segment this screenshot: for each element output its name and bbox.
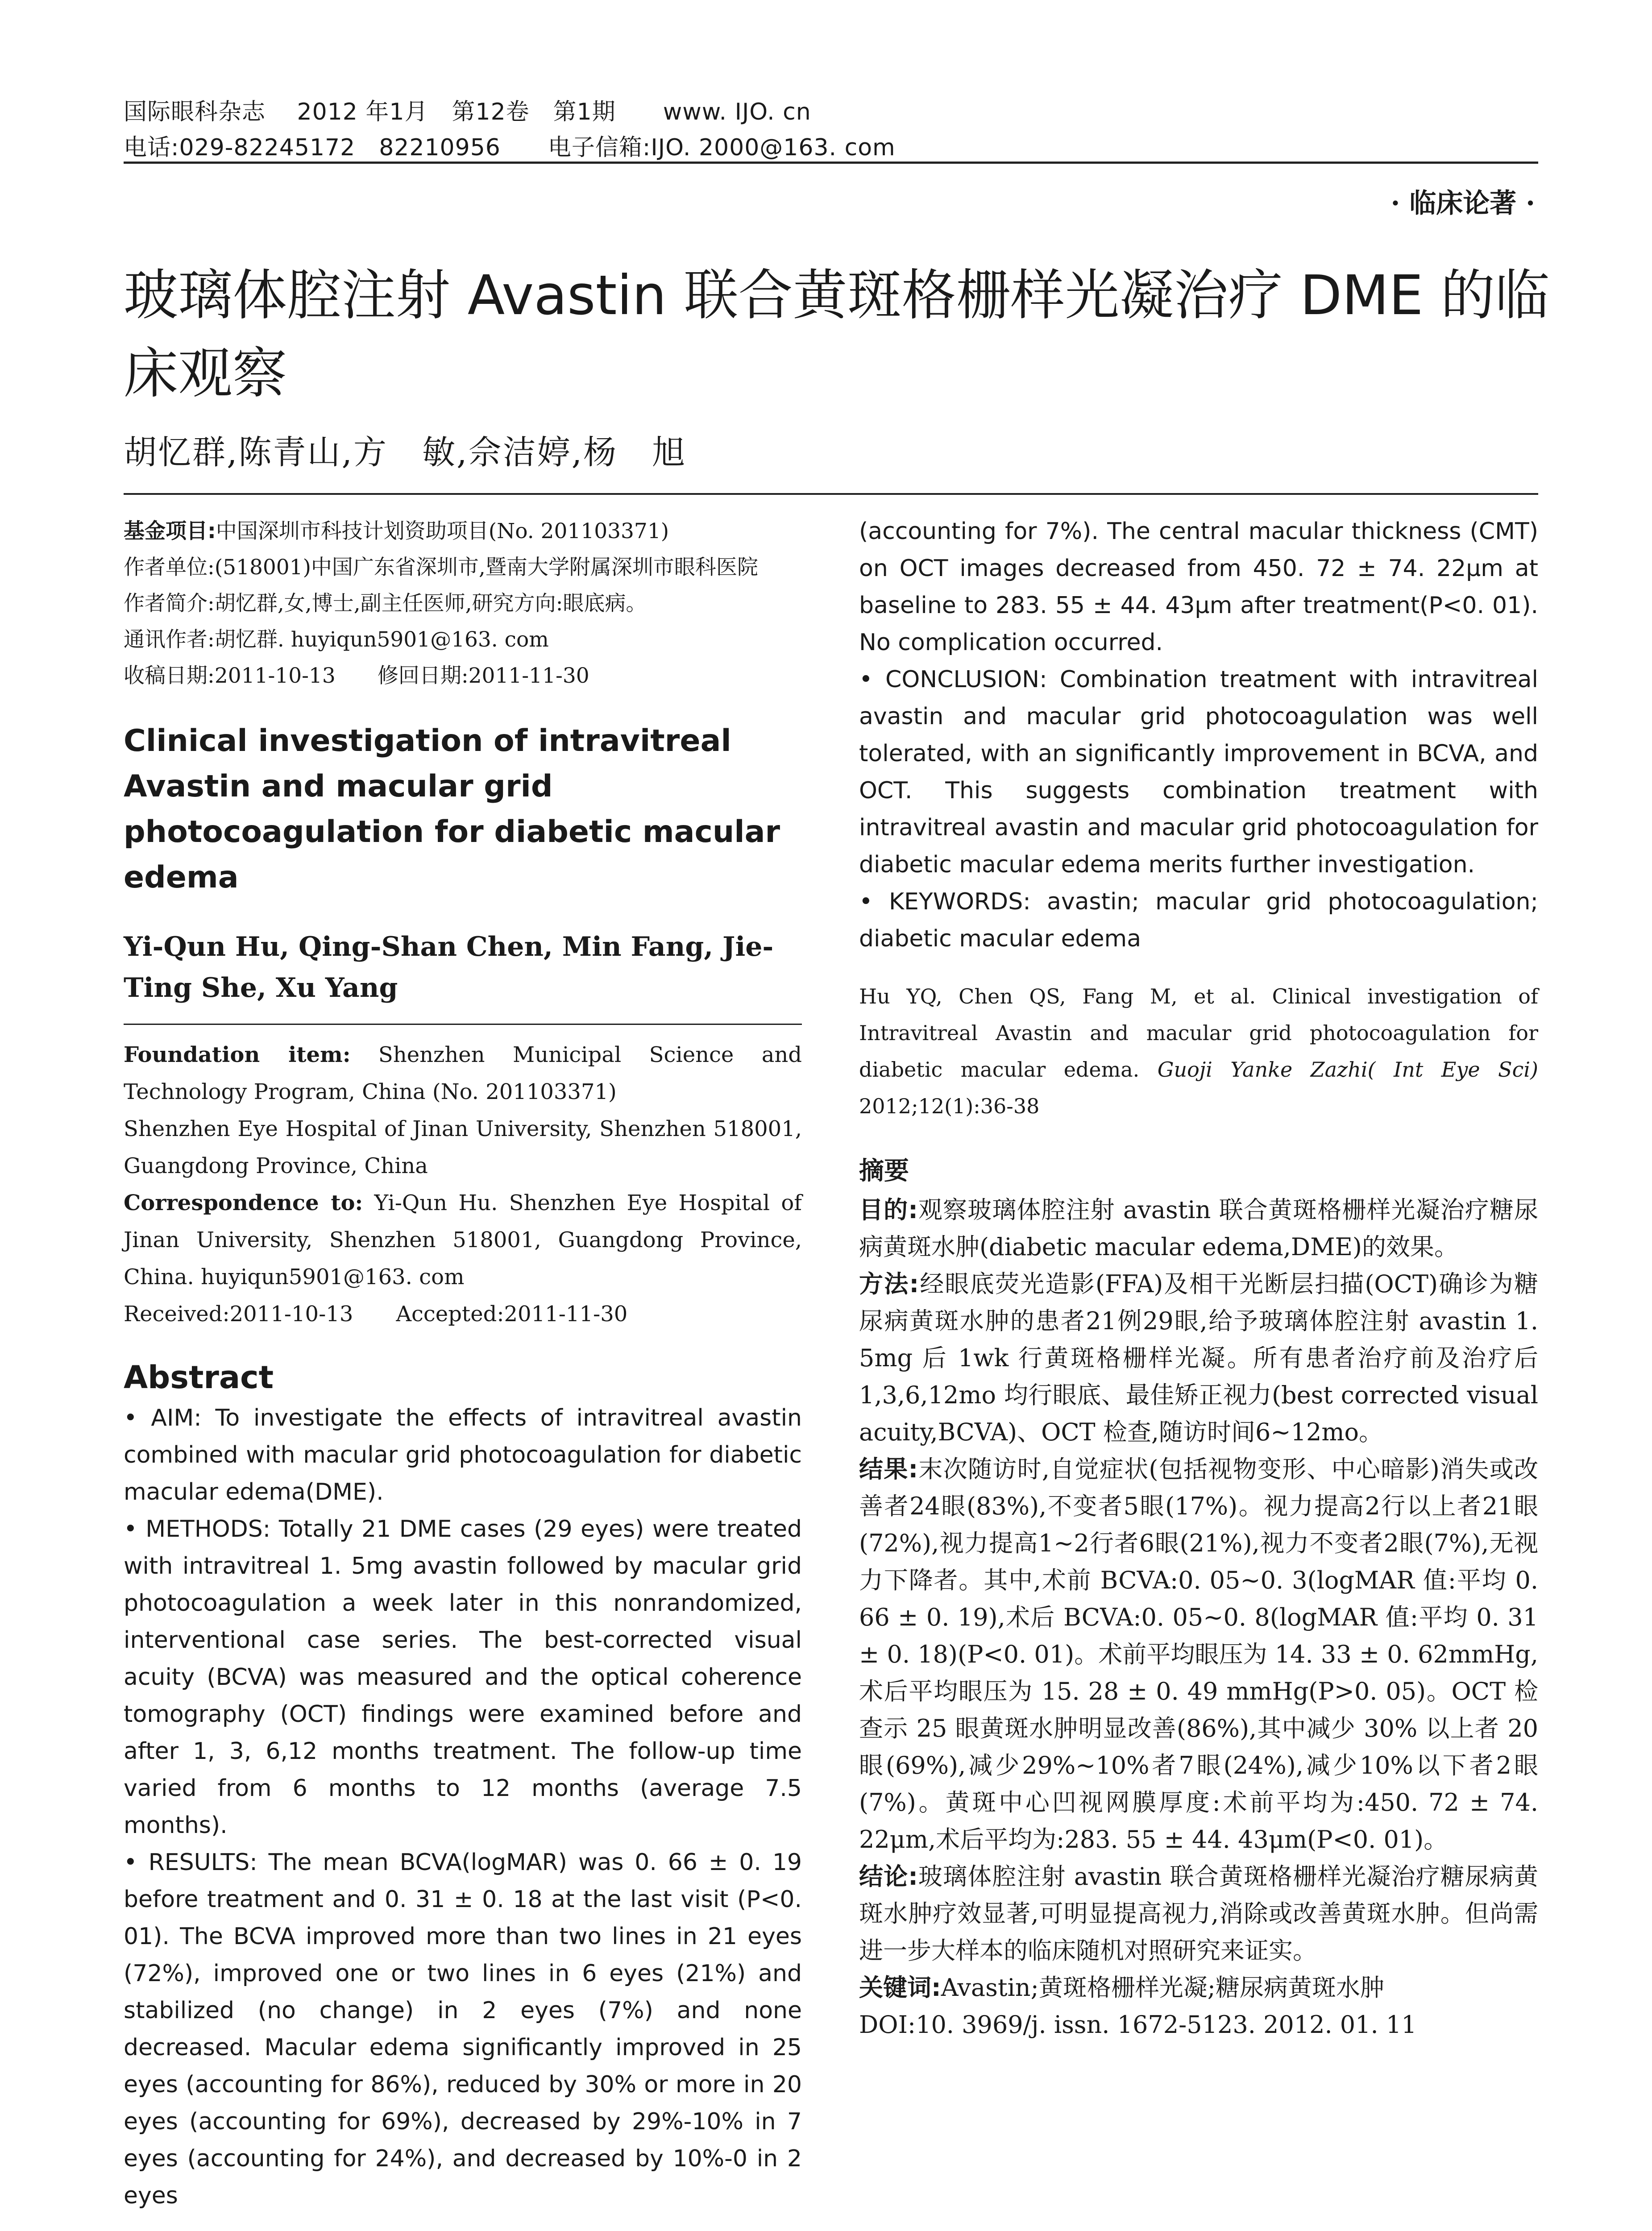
correspondence-en-text: Yi-Qun Hu. Shenzhen Eye Hospital of Jinan University, Shenzhen 518001, Guangdong Province, China. huyiqun5901@163. com [124, 1190, 802, 1290]
zh-conclusion-label: 结论: [859, 1862, 918, 1891]
foundation-cn [124, 513, 802, 549]
zh-aim-label: 目的: [859, 1196, 918, 1224]
authors-rule [124, 1024, 802, 1025]
foundation-cn-label: 基金项目: [124, 519, 216, 543]
zh-keywords [859, 1969, 1538, 2006]
authors-chinese: 胡忆群,陈青山,方 敏,佘洁婷,杨 旭 [124, 433, 687, 472]
zh-methods-text: 经眼底荧光造影(FFA)及相干光断层扫描(OCT)确诊为糖尿病黄斑水肿的患者21例29眼,给予玻璃体腔注射 avastin 1. 5mg 后 1wk 行黄斑格栅样光凝。所有患者治疗前及治疗后1,3,6,12mo 均行眼底、最佳矫正视力(best corrected visual acuity,BCVA)、OCT 检查,随访时间6~12mo。 [859, 1270, 1538, 1446]
zh-aim-text: 观察玻璃体腔注射 avastin 联合黄斑格栅样光凝治疗糖尿病黄斑水肿(diabetic macular edema,DME)的效果。 [859, 1196, 1538, 1261]
bio-cn: 作者简介:胡忆群,女,博士,副主任医师,研究方向:眼底病。 [124, 591, 647, 616]
zh-keywords-label: 关键词: [859, 1974, 941, 2002]
header-rule [124, 162, 1538, 164]
abstract-heading: Abstract [124, 1359, 274, 1396]
title-chinese: 玻璃体腔注射 Avastin 联合黄斑格栅样光凝治疗 DME 的临床观察 [124, 264, 1550, 405]
foundation-en-label: Foundation item: [124, 1042, 351, 1067]
zh-aim [859, 1191, 1538, 1265]
left-column [124, 513, 802, 2214]
abstract-results: • RESULTS: The mean BCVA(logMAR) was 0. 66 ± 0. 19 before treatment and 0. 31 ± 0. 18 at the last visit (P<0. 01). The BCVA improved more than two lines in 21 eyes (72%), improved one or two lines in 6 eyes (21%) and stabilized (no change) in 2 eyes (7%) and none decreased. Macular edema significantly improved in 25 eyes (accounting for 86%), reduced by 30% or more in 20 eyes (accounting for 69%), decreased by 29%-10% in 7 eyes (accounting for 24%), and decreased by 10%-0 in 2 eyes [124, 1849, 802, 2209]
affiliation-cn: 作者单位:(518001)中国广东省深圳市,暨南大学附属深圳市眼科医院 [124, 555, 758, 580]
affiliation-en: Shenzhen Eye Hospital of Jinan University, Shenzhen 518001, Guangdong Province, China [124, 1116, 802, 1178]
zh-conclusion [859, 1858, 1538, 1969]
abstract-conclusion: • CONCLUSION: Combination treatment with intravitreal avastin and macular grid photocoagulation was well tolerated, with an significantly improvement in BCVA, and OCT. This suggests combination treatment with intravitreal avastin and macular grid photocoagulation for diabetic macular edema merits further investigation. [859, 666, 1538, 878]
citation-text: Hu YQ, Chen QS, Fang M, et al. Clinical investigation of Intravitreal Avastin and macular grid photocoagulation for diabetic macular edema. [859, 984, 1538, 1082]
foundation-en [124, 1037, 802, 1111]
authors-english: Yi-Qun Hu, Qing-Shan Chen, Min Fang, Jie-Ting She, Xu Yang [124, 931, 774, 1004]
doi: DOI:10. 3969/j. issn. 1672-5123. 2012. 01. 11 [859, 2011, 1417, 2039]
zh-conclusion-text: 玻璃体腔注射 avastin 联合黄斑格栅样光凝治疗糖尿病黄斑水肿疗效显著,可明显提高视力,消除或改善黄斑水肿。但尚需进一步大样本的临床随机对照研究来证实。 [859, 1862, 1538, 1965]
zh-abstract-heading: 摘要 [859, 1157, 909, 1186]
zh-results [859, 1451, 1538, 1858]
zh-keywords-text: Avastin;黄斑格栅样光凝;糖尿病黄斑水肿 [941, 1974, 1384, 2002]
title-english: Clinical investigation of intravitreal Avastin and macular grid photocoagulation for diabetic macular edema [124, 723, 780, 895]
citation [859, 978, 1538, 1124]
foundation-en-text: Shenzhen Municipal Science and Technology Program, China (No. 201103371) [124, 1042, 802, 1104]
zh-methods-label: 方法: [859, 1270, 919, 1298]
correspondence-en [124, 1185, 802, 1296]
abstract-keywords: • KEYWORDS: avastin; macular grid photocoagulation; diabetic macular edema [859, 888, 1538, 952]
abstract-methods: • METHODS: Totally 21 DME cases (29 eyes) were treated with intravitreal 1. 5mg avastin followed by macular grid photocoagulation a week later in this nonrandomized, interventional case series. The best-corrected visual acuity (BCVA) was measured and the optical coherence tomography (OCT) findings were examined before and after 1, 3, 6,12 months treatment. The follow-up time varied from 6 months to 12 months (average 7.5 months). [124, 1516, 802, 1839]
dates-en: Received:2011-10-13 Accepted:2011-11-30 [124, 1302, 628, 1327]
title-rule [124, 493, 1538, 495]
citation-tail: 2012;12(1):36-38 [859, 1094, 1040, 1118]
journal-header-line1: 国际眼科杂志 2012 年1月 第12卷 第1期 www. IJO. cn [124, 99, 811, 125]
dates-cn: 收稿日期:2011-10-13 修回日期:2011-11-30 [124, 663, 589, 688]
correspondence-cn: 通讯作者:胡忆群. huyiqun5901@163. com [124, 627, 549, 652]
abstract-aim: • AIM: To investigate the effects of intravitreal avastin combined with macular grid photocoagulation for diabetic macular edema(DME). [124, 1405, 802, 1505]
zh-results-label: 结果: [859, 1455, 918, 1483]
zh-results-text: 末次随访时,自觉症状(包括视物变形、中心暗影)消失或改善者24眼(83%),不变者5眼(17%)。视力提高2行以上者21眼(72%),视力提高1~2行者6眼(21%),视力不变者2眼(7%),无视力下降者。其中,术前 BCVA:0. 05~0. 3(logMAR 值:平均 0. 66 ± 0. 19),术后 BCVA:0. 05~0. 8(logMAR 值:平均 0. 31 ± 0. 18)(P<0. 01)。术前平均眼压为 14. 33 ± 0. 62mmHg,术后平均眼压为 15. 28 ± 0. 49 mmHg(P>0. 05)。OCT 检查示 25 眼黄斑水肿明显改善(86%),其中减少 30% 以上者 20 眼(69%),减少29%~10%者7眼(24%),减少10%以下者2眼(7%)。黄斑中心凹视网膜厚度:术前平均为:450. 72 ± 74. 22μm,术后平均为:283. 55 ± 44. 43μm(P<0. 01)。 [859, 1455, 1538, 1854]
right-column [859, 513, 1538, 2043]
section-tag: · 临床论著 · [1391, 188, 1535, 219]
citation-journal: Guoji Yanke Zazhi( Int Eye Sci) [1139, 1057, 1538, 1082]
correspondence-en-label: Correspondence to: [124, 1190, 363, 1215]
journal-header-line2: 电话:029-82245172 82210956 电子信箱:IJO. 2000@163. com [124, 134, 896, 161]
foundation-cn-text: 中国深圳市科技计划资助项目(No. 201103371) [216, 519, 669, 543]
abstract-results-continued: (accounting for 7%). The central macular thickness (CMT) on OCT images decreased from 450. 72 ± 74. 22μm at baseline to 283. 55 ± 44. 43μm after treatment(P<0. 01). No complication occurred. [859, 518, 1538, 656]
zh-methods [859, 1265, 1538, 1451]
